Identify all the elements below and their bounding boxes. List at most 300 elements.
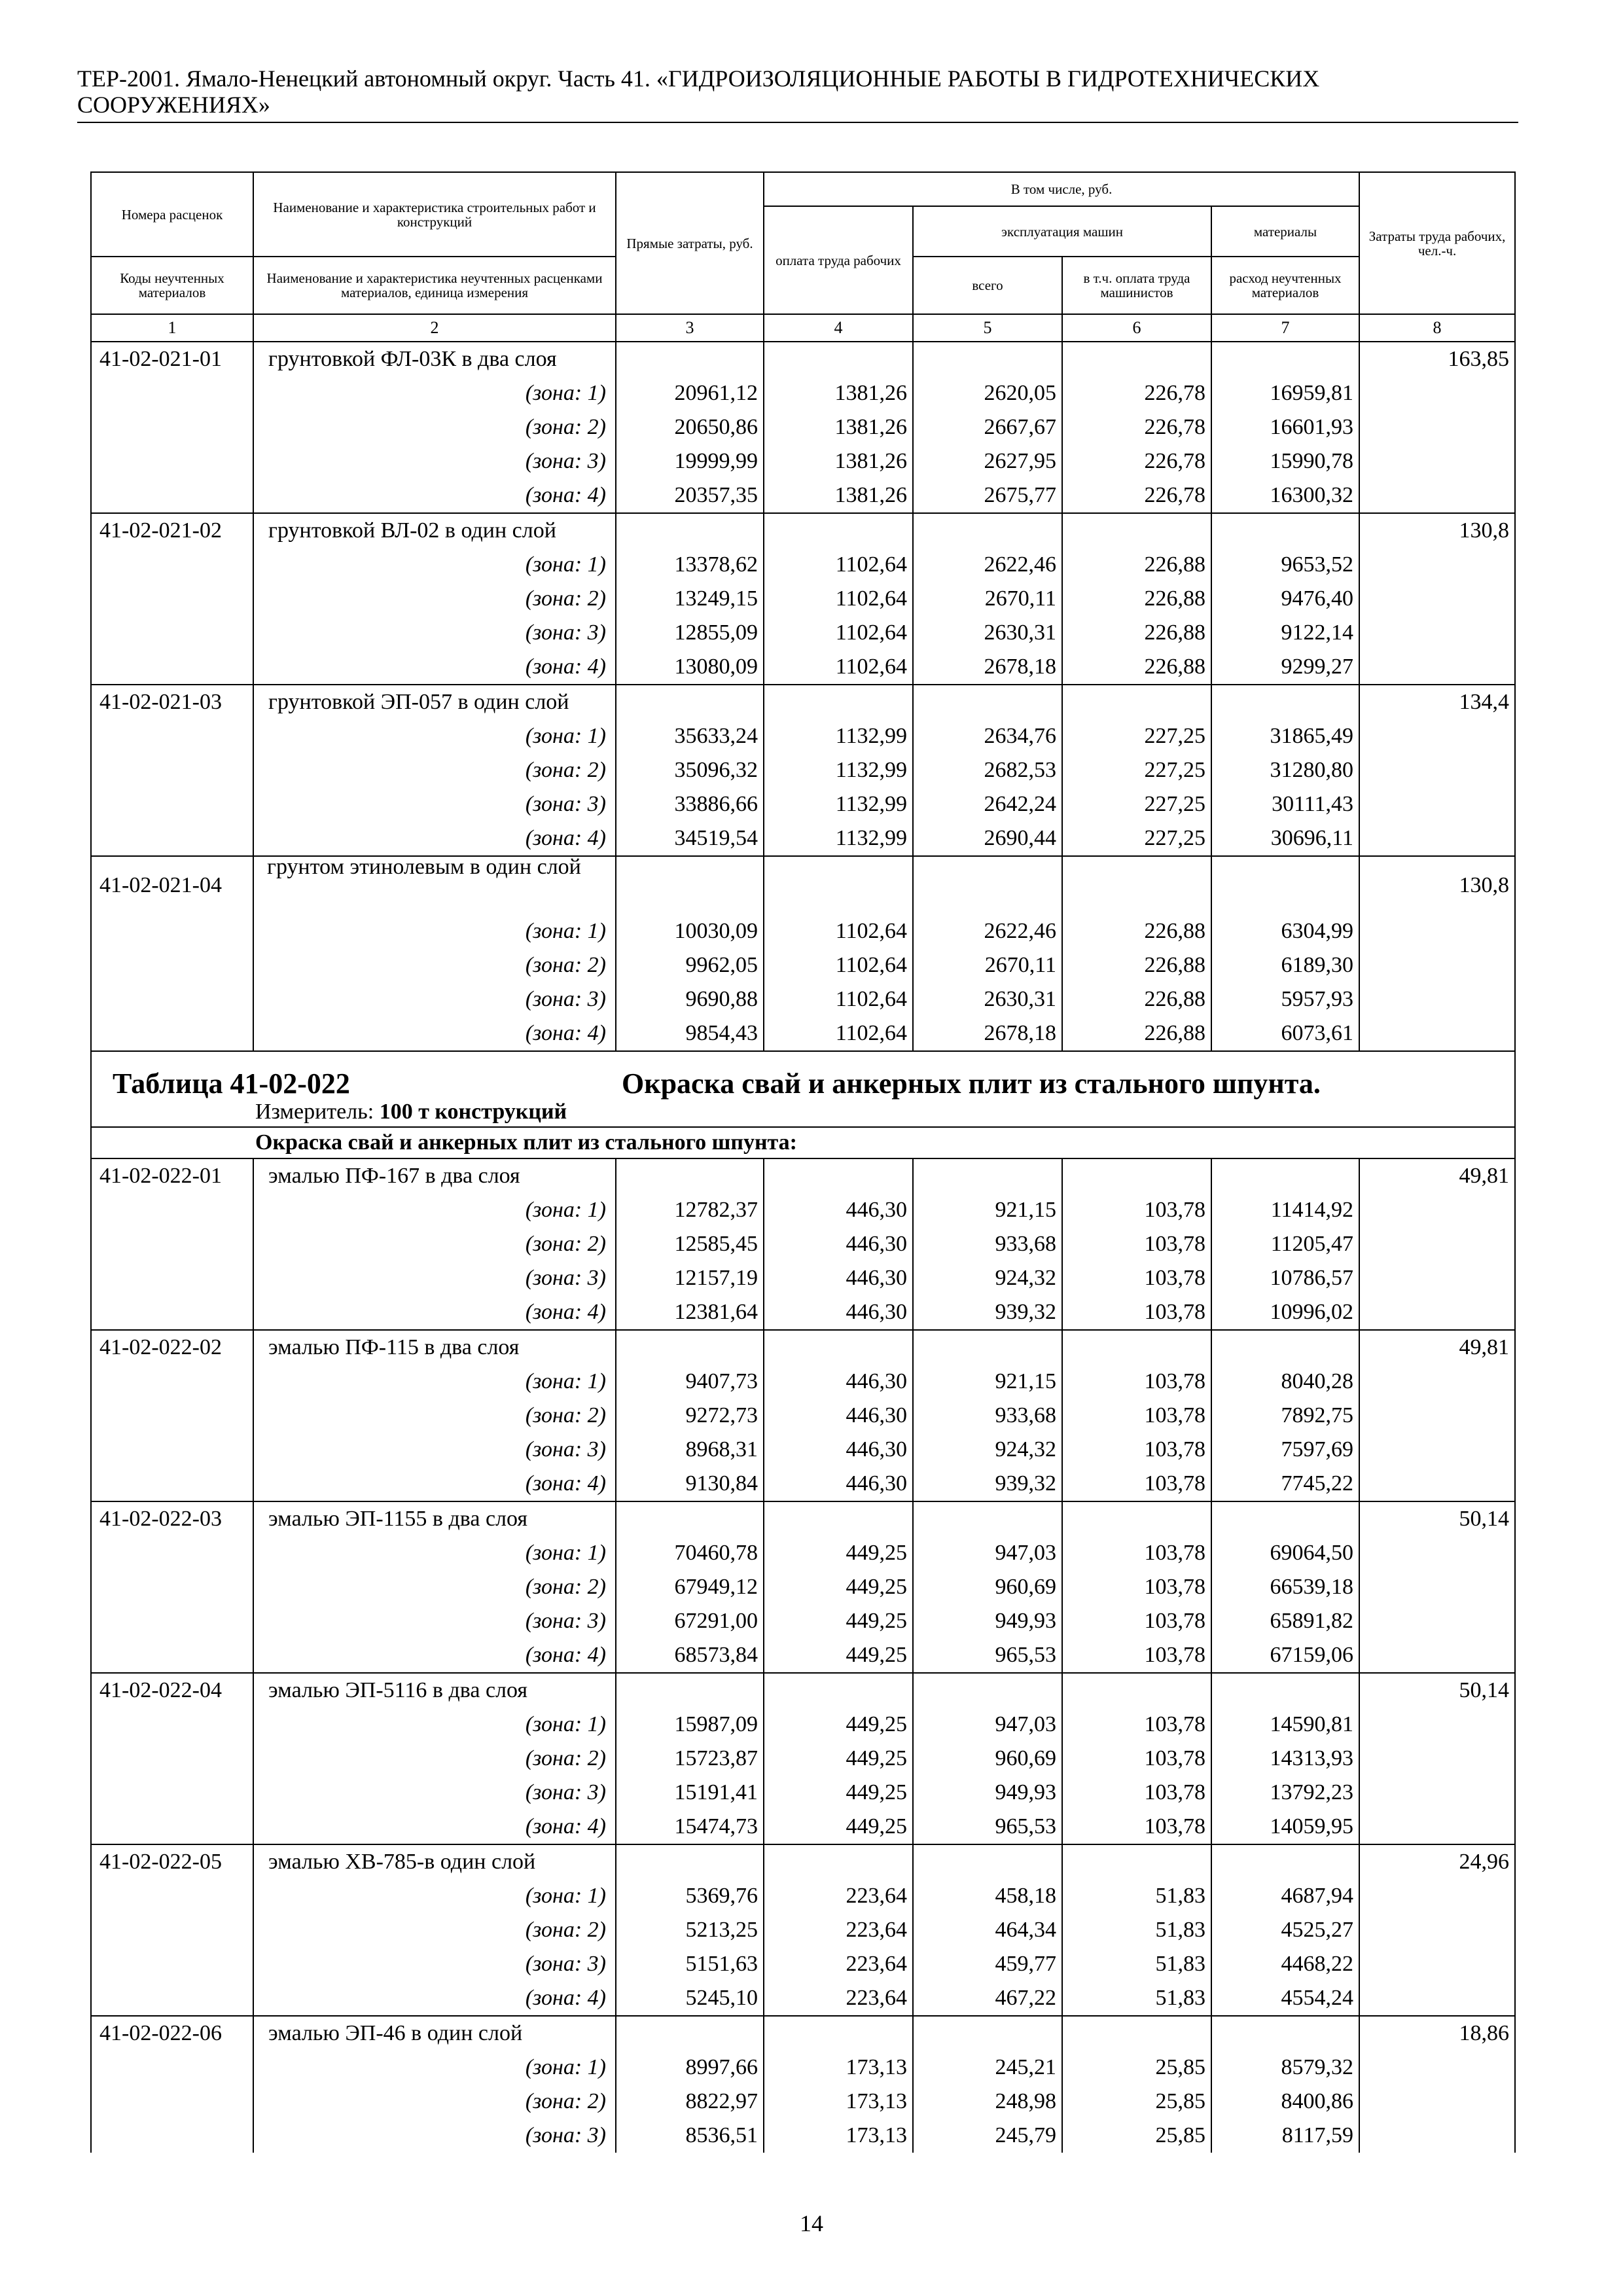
machines-pay: 103,78 xyxy=(1062,1365,1211,1399)
empty-cell xyxy=(913,1330,1062,1365)
empty-cell xyxy=(1359,1570,1515,1604)
empty-cell xyxy=(91,1227,253,1261)
workers-pay: 1102,64 xyxy=(764,650,913,685)
zone-label: (зона: 2) xyxy=(253,1913,616,1947)
direct-costs: 20650,86 xyxy=(616,410,764,444)
materials: 30111,43 xyxy=(1211,787,1359,821)
empty-cell xyxy=(1359,2085,1515,2119)
workers-pay: 449,25 xyxy=(764,1810,913,1844)
empty-cell xyxy=(1359,1913,1515,1947)
workers-pay: 446,30 xyxy=(764,1261,913,1295)
machines-total: 965,53 xyxy=(913,1810,1062,1844)
machines-total: 939,32 xyxy=(913,1467,1062,1501)
empty-cell xyxy=(1062,513,1211,548)
direct-costs: 20357,35 xyxy=(616,478,764,513)
zone-label: (зона: 2) xyxy=(253,1399,616,1433)
machines-pay: 103,78 xyxy=(1062,1261,1211,1295)
table-row xyxy=(91,410,1515,444)
machines-total: 2620,05 xyxy=(913,376,1062,410)
machines-pay: 103,78 xyxy=(1062,1742,1211,1776)
direct-costs: 12381,64 xyxy=(616,1295,764,1330)
table-row xyxy=(91,582,1515,616)
rate-name: грунтовкой ЭП-057 в один слой xyxy=(253,685,616,719)
rate-name: эмалью ЭП-1155 в два слоя xyxy=(253,1501,616,1536)
empty-cell xyxy=(91,982,253,1016)
workers-pay: 449,25 xyxy=(764,1536,913,1570)
empty-cell xyxy=(616,513,764,548)
direct-costs: 9854,43 xyxy=(616,1016,764,1051)
zone-label: (зона: 2) xyxy=(253,582,616,616)
rate-code: 41-02-021-02 xyxy=(91,513,253,548)
machines-total: 2678,18 xyxy=(913,650,1062,685)
table-row xyxy=(91,616,1515,650)
empty-cell xyxy=(91,1879,253,1913)
table-row xyxy=(91,1433,1515,1467)
workers-pay: 446,30 xyxy=(764,1399,913,1433)
labor-cost: 163,85 xyxy=(1359,342,1515,376)
col-number: 1 xyxy=(91,314,253,342)
machines-total: 2634,76 xyxy=(913,719,1062,753)
empty-cell xyxy=(91,376,253,410)
header-direct-costs: Прямые затраты, руб. xyxy=(616,172,764,314)
zone-label: (зона: 3) xyxy=(253,1947,616,1981)
header-line-2: СООРУЖЕНИЯХ» xyxy=(77,92,270,118)
rate-name: грунтовкой ВЛ-02 в один слой xyxy=(253,513,616,548)
empty-cell xyxy=(913,1673,1062,1708)
table-title: Окраска свай и анкерных плит из стального шпунта. xyxy=(622,1067,1321,1100)
machines-pay: 25,85 xyxy=(1062,2085,1211,2119)
empty-cell xyxy=(1359,1227,1515,1261)
materials: 6189,30 xyxy=(1211,948,1359,982)
rate-code: 41-02-022-02 xyxy=(91,1330,253,1365)
empty-cell xyxy=(764,1844,913,1879)
empty-cell xyxy=(616,685,764,719)
table-row xyxy=(91,1742,1515,1776)
empty-cell xyxy=(91,1433,253,1467)
zone-label: (зона: 2) xyxy=(253,1227,616,1261)
empty-cell xyxy=(764,1330,913,1365)
machines-total: 933,68 xyxy=(913,1227,1062,1261)
labor-cost: 50,14 xyxy=(1359,1501,1515,1536)
zone-label: (зона: 2) xyxy=(253,2085,616,2119)
empty-cell xyxy=(91,1261,253,1295)
labor-cost: 130,8 xyxy=(1359,856,1515,914)
materials: 31865,49 xyxy=(1211,719,1359,753)
empty-cell xyxy=(1359,1776,1515,1810)
zone-label: (зона: 4) xyxy=(253,1295,616,1330)
machines-total: 949,93 xyxy=(913,1604,1062,1638)
machines-pay: 103,78 xyxy=(1062,1433,1211,1467)
workers-pay: 223,64 xyxy=(764,1947,913,1981)
zone-label: (зона: 4) xyxy=(253,1016,616,1051)
workers-pay: 446,30 xyxy=(764,1295,913,1330)
workers-pay: 446,30 xyxy=(764,1365,913,1399)
empty-cell xyxy=(91,1399,253,1433)
empty-cell xyxy=(1359,1193,1515,1227)
machines-total: 2670,11 xyxy=(913,948,1062,982)
empty-cell xyxy=(1359,787,1515,821)
empty-cell xyxy=(1359,948,1515,982)
machines-total: 2630,31 xyxy=(913,616,1062,650)
labor-cost: 49,81 xyxy=(1359,1330,1515,1365)
zone-label: (зона: 3) xyxy=(253,1261,616,1295)
zone-label: (зона: 1) xyxy=(253,548,616,582)
materials: 9653,52 xyxy=(1211,548,1359,582)
empty-cell xyxy=(1359,1467,1515,1501)
empty-cell xyxy=(1211,1501,1359,1536)
direct-costs: 9690,88 xyxy=(616,982,764,1016)
rate-code: 41-02-022-04 xyxy=(91,1673,253,1708)
table-row xyxy=(91,513,1515,548)
workers-pay: 446,30 xyxy=(764,1433,913,1467)
machines-total: 2630,31 xyxy=(913,982,1062,1016)
materials: 14590,81 xyxy=(1211,1708,1359,1742)
machines-pay: 51,83 xyxy=(1062,1913,1211,1947)
labor-cost: 50,14 xyxy=(1359,1673,1515,1708)
workers-pay: 449,25 xyxy=(764,1638,913,1673)
empty-cell xyxy=(1062,342,1211,376)
zone-label: (зона: 1) xyxy=(253,1365,616,1399)
table-row xyxy=(91,1330,1515,1365)
empty-cell xyxy=(1359,1295,1515,1330)
empty-cell xyxy=(91,2085,253,2119)
machines-pay: 227,25 xyxy=(1062,719,1211,753)
zone-label: (зона: 3) xyxy=(253,616,616,650)
machines-total: 2667,67 xyxy=(913,410,1062,444)
page-number: 14 xyxy=(800,2210,823,2236)
empty-cell xyxy=(91,1742,253,1776)
col-number: 3 xyxy=(616,314,764,342)
labor-cost: 18,86 xyxy=(1359,2016,1515,2051)
empty-cell xyxy=(913,513,1062,548)
machines-pay: 226,78 xyxy=(1062,444,1211,478)
empty-cell xyxy=(616,1158,764,1193)
empty-cell xyxy=(91,616,253,650)
machines-pay: 227,25 xyxy=(1062,787,1211,821)
workers-pay: 1102,64 xyxy=(764,982,913,1016)
materials: 16300,32 xyxy=(1211,478,1359,513)
zone-label: (зона: 2) xyxy=(253,410,616,444)
direct-costs: 12585,45 xyxy=(616,1227,764,1261)
empty-cell xyxy=(1211,1158,1359,1193)
zone-label: (зона: 3) xyxy=(253,982,616,1016)
empty-cell xyxy=(764,513,913,548)
table-row xyxy=(91,1227,1515,1261)
table-label: Таблица 41-02-022 xyxy=(113,1067,350,1100)
zone-label: (зона: 3) xyxy=(253,2119,616,2153)
empty-cell xyxy=(616,856,764,914)
materials: 6304,99 xyxy=(1211,914,1359,948)
zone-label: (зона: 4) xyxy=(253,1467,616,1501)
direct-costs: 5245,10 xyxy=(616,1981,764,2016)
machines-pay: 25,85 xyxy=(1062,2119,1211,2153)
empty-cell xyxy=(91,1295,253,1330)
machines-total: 245,21 xyxy=(913,2051,1062,2085)
materials: 4687,94 xyxy=(1211,1879,1359,1913)
empty-cell xyxy=(1062,856,1211,914)
empty-cell xyxy=(764,342,913,376)
empty-cell xyxy=(1062,1844,1211,1879)
workers-pay: 1102,64 xyxy=(764,548,913,582)
empty-cell xyxy=(764,856,913,914)
empty-cell xyxy=(1062,1673,1211,1708)
header-machines: эксплуатация машин xyxy=(913,206,1211,257)
empty-cell xyxy=(764,685,913,719)
empty-cell xyxy=(913,856,1062,914)
empty-cell xyxy=(764,1673,913,1708)
materials: 9476,40 xyxy=(1211,582,1359,616)
table-row xyxy=(91,1879,1515,1913)
direct-costs: 35096,32 xyxy=(616,753,764,787)
header-labor: Затраты труда рабочих, чел.-ч. xyxy=(1359,172,1515,314)
empty-cell xyxy=(616,1501,764,1536)
table-row xyxy=(91,685,1515,719)
rate-name: грунтом этинолевым в один слой xyxy=(253,856,616,914)
empty-cell xyxy=(91,914,253,948)
table-row xyxy=(91,1501,1515,1536)
header-name-unaccounted: Наименование и характеристика неучтенных расценками материалов, единица измерения xyxy=(253,257,616,314)
section-41-02-022-heading xyxy=(91,1051,1515,1158)
zone-label: (зона: 4) xyxy=(253,1638,616,1673)
zone-label: (зона: 3) xyxy=(253,444,616,478)
machines-total: 933,68 xyxy=(913,1399,1062,1433)
empty-cell xyxy=(91,1365,253,1399)
section-subtitle: Окраска свай и анкерных плит из стального шпунта: xyxy=(91,1127,1515,1158)
table-row xyxy=(91,856,1515,914)
empty-cell xyxy=(1062,685,1211,719)
empty-cell xyxy=(913,1501,1062,1536)
header-workers-pay: оплата труда рабочих xyxy=(764,206,913,314)
empty-cell xyxy=(91,753,253,787)
materials: 14059,95 xyxy=(1211,1810,1359,1844)
table-title-cell xyxy=(91,1051,1515,1098)
workers-pay: 449,25 xyxy=(764,1570,913,1604)
materials: 15990,78 xyxy=(1211,444,1359,478)
header-materials-unaccounted: расход неучтенных материалов xyxy=(1211,257,1359,314)
machines-total: 921,15 xyxy=(913,1193,1062,1227)
table-row xyxy=(91,1673,1515,1708)
table-row xyxy=(91,787,1515,821)
materials: 67159,06 xyxy=(1211,1638,1359,1673)
direct-costs: 9130,84 xyxy=(616,1467,764,1501)
direct-costs: 15723,87 xyxy=(616,1742,764,1776)
materials: 69064,50 xyxy=(1211,1536,1359,1570)
empty-cell xyxy=(91,1947,253,1981)
empty-cell xyxy=(1359,1399,1515,1433)
materials: 8117,59 xyxy=(1211,2119,1359,2153)
machines-pay: 226,88 xyxy=(1062,582,1211,616)
machines-total: 939,32 xyxy=(913,1295,1062,1330)
rate-name: эмалью ХВ-785-в один слой xyxy=(253,1844,616,1879)
rates-table-wrapper xyxy=(90,171,1514,2153)
empty-cell xyxy=(91,548,253,582)
rate-code: 41-02-021-04 xyxy=(91,856,253,914)
materials: 13792,23 xyxy=(1211,1776,1359,1810)
zone-label: (зона: 3) xyxy=(253,1433,616,1467)
direct-costs: 13249,15 xyxy=(616,582,764,616)
materials: 6073,61 xyxy=(1211,1016,1359,1051)
workers-pay: 1381,26 xyxy=(764,376,913,410)
col-number: 4 xyxy=(764,314,913,342)
empty-cell xyxy=(1359,1638,1515,1673)
empty-cell xyxy=(91,1193,253,1227)
machines-pay: 226,88 xyxy=(1062,1016,1211,1051)
header-machines-total: всего xyxy=(913,257,1062,314)
empty-cell xyxy=(1359,1261,1515,1295)
empty-cell xyxy=(1359,1433,1515,1467)
materials: 7892,75 xyxy=(1211,1399,1359,1433)
empty-cell xyxy=(91,478,253,513)
machines-total: 2627,95 xyxy=(913,444,1062,478)
col-number: 2 xyxy=(253,314,616,342)
materials: 9122,14 xyxy=(1211,616,1359,650)
zone-label: (зона: 3) xyxy=(253,1776,616,1810)
empty-cell xyxy=(1211,685,1359,719)
empty-cell xyxy=(1359,1879,1515,1913)
col-number: 6 xyxy=(1062,314,1211,342)
machines-total: 245,79 xyxy=(913,2119,1062,2153)
workers-pay: 1102,64 xyxy=(764,582,913,616)
empty-cell xyxy=(1359,1365,1515,1399)
machines-total: 2670,11 xyxy=(913,582,1062,616)
workers-pay: 1132,99 xyxy=(764,719,913,753)
machines-total: 947,03 xyxy=(913,1708,1062,1742)
empty-cell xyxy=(616,1330,764,1365)
labor-cost: 24,96 xyxy=(1359,1844,1515,1879)
machines-total: 2682,53 xyxy=(913,753,1062,787)
workers-pay: 173,13 xyxy=(764,2051,913,2085)
table-row xyxy=(91,1536,1515,1570)
direct-costs: 70460,78 xyxy=(616,1536,764,1570)
empty-cell xyxy=(1359,2051,1515,2085)
empty-cell xyxy=(913,1158,1062,1193)
materials: 8579,32 xyxy=(1211,2051,1359,2085)
empty-cell xyxy=(1359,616,1515,650)
table-row xyxy=(91,1261,1515,1295)
measure-label: Измеритель: xyxy=(255,1100,380,1124)
machines-pay: 51,83 xyxy=(1062,1981,1211,2016)
materials: 7597,69 xyxy=(1211,1433,1359,1467)
machines-total: 947,03 xyxy=(913,1536,1062,1570)
rate-code: 41-02-022-05 xyxy=(91,1844,253,1879)
zone-label: (зона: 4) xyxy=(253,1981,616,2016)
empty-cell xyxy=(91,444,253,478)
direct-costs: 15474,73 xyxy=(616,1810,764,1844)
machines-total: 458,18 xyxy=(913,1879,1062,1913)
table-row xyxy=(91,1604,1515,1638)
empty-cell xyxy=(1359,821,1515,856)
empty-cell xyxy=(1359,478,1515,513)
table-row xyxy=(91,1638,1515,1673)
machines-pay: 103,78 xyxy=(1062,1810,1211,1844)
empty-cell xyxy=(1359,1810,1515,1844)
direct-costs: 67291,00 xyxy=(616,1604,764,1638)
workers-pay: 1381,26 xyxy=(764,478,913,513)
table-row xyxy=(91,1467,1515,1501)
rate-name: эмалью ПФ-167 в два слоя xyxy=(253,1158,616,1193)
table-row xyxy=(91,1776,1515,1810)
direct-costs: 8536,51 xyxy=(616,2119,764,2153)
empty-cell xyxy=(91,1913,253,1947)
direct-costs: 8968,31 xyxy=(616,1433,764,1467)
col-number: 8 xyxy=(1359,314,1515,342)
workers-pay: 446,30 xyxy=(764,1193,913,1227)
zone-label: (зона: 3) xyxy=(253,1604,616,1638)
machines-pay: 227,25 xyxy=(1062,821,1211,856)
workers-pay: 449,25 xyxy=(764,1708,913,1742)
materials: 5957,93 xyxy=(1211,982,1359,1016)
machines-pay: 103,78 xyxy=(1062,1708,1211,1742)
labor-cost: 49,81 xyxy=(1359,1158,1515,1193)
machines-pay: 51,83 xyxy=(1062,1879,1211,1913)
materials: 4525,27 xyxy=(1211,1913,1359,1947)
measure-cell xyxy=(91,1098,1515,1127)
workers-pay: 1102,64 xyxy=(764,1016,913,1051)
machines-pay: 226,78 xyxy=(1062,478,1211,513)
machines-pay: 103,78 xyxy=(1062,1570,1211,1604)
machines-total: 2675,77 xyxy=(913,478,1062,513)
machines-total: 924,32 xyxy=(913,1433,1062,1467)
table-row xyxy=(91,914,1515,948)
table-row xyxy=(91,2119,1515,2153)
empty-cell xyxy=(1359,2119,1515,2153)
workers-pay: 223,64 xyxy=(764,1879,913,1913)
empty-cell xyxy=(616,2016,764,2051)
materials: 10786,57 xyxy=(1211,1261,1359,1295)
empty-cell xyxy=(1359,1604,1515,1638)
rate-code: 41-02-022-03 xyxy=(91,1501,253,1536)
empty-cell xyxy=(91,787,253,821)
direct-costs: 34519,54 xyxy=(616,821,764,856)
workers-pay: 223,64 xyxy=(764,1981,913,2016)
empty-cell xyxy=(1359,1536,1515,1570)
workers-pay: 446,30 xyxy=(764,1467,913,1501)
workers-pay: 1132,99 xyxy=(764,753,913,787)
direct-costs: 33886,66 xyxy=(616,787,764,821)
empty-cell xyxy=(1359,1016,1515,1051)
empty-cell xyxy=(91,1570,253,1604)
machines-pay: 226,78 xyxy=(1062,376,1211,410)
table-row xyxy=(91,2051,1515,2085)
table-row xyxy=(91,1016,1515,1051)
empty-cell xyxy=(1211,513,1359,548)
empty-cell xyxy=(913,1844,1062,1879)
materials: 16959,81 xyxy=(1211,376,1359,410)
table-row xyxy=(91,1399,1515,1433)
rate-code: 41-02-021-01 xyxy=(91,342,253,376)
zone-label: (зона: 1) xyxy=(253,1708,616,1742)
table-row xyxy=(91,342,1515,376)
section-41-02-022 xyxy=(91,1158,1515,2153)
direct-costs: 9962,05 xyxy=(616,948,764,982)
empty-cell xyxy=(1211,342,1359,376)
workers-pay: 1381,26 xyxy=(764,410,913,444)
machines-total: 2678,18 xyxy=(913,1016,1062,1051)
zone-label: (зона: 2) xyxy=(253,1742,616,1776)
empty-cell xyxy=(764,1501,913,1536)
empty-cell xyxy=(1359,1947,1515,1981)
empty-cell xyxy=(91,1810,253,1844)
empty-cell xyxy=(91,1467,253,1501)
header-in-total: В том числе, руб. xyxy=(764,172,1359,206)
workers-pay: 173,13 xyxy=(764,2085,913,2119)
materials: 11205,47 xyxy=(1211,1227,1359,1261)
machines-pay: 103,78 xyxy=(1062,1536,1211,1570)
table-row xyxy=(91,1708,1515,1742)
empty-cell xyxy=(1359,982,1515,1016)
empty-cell xyxy=(91,821,253,856)
empty-cell xyxy=(1211,2016,1359,2051)
